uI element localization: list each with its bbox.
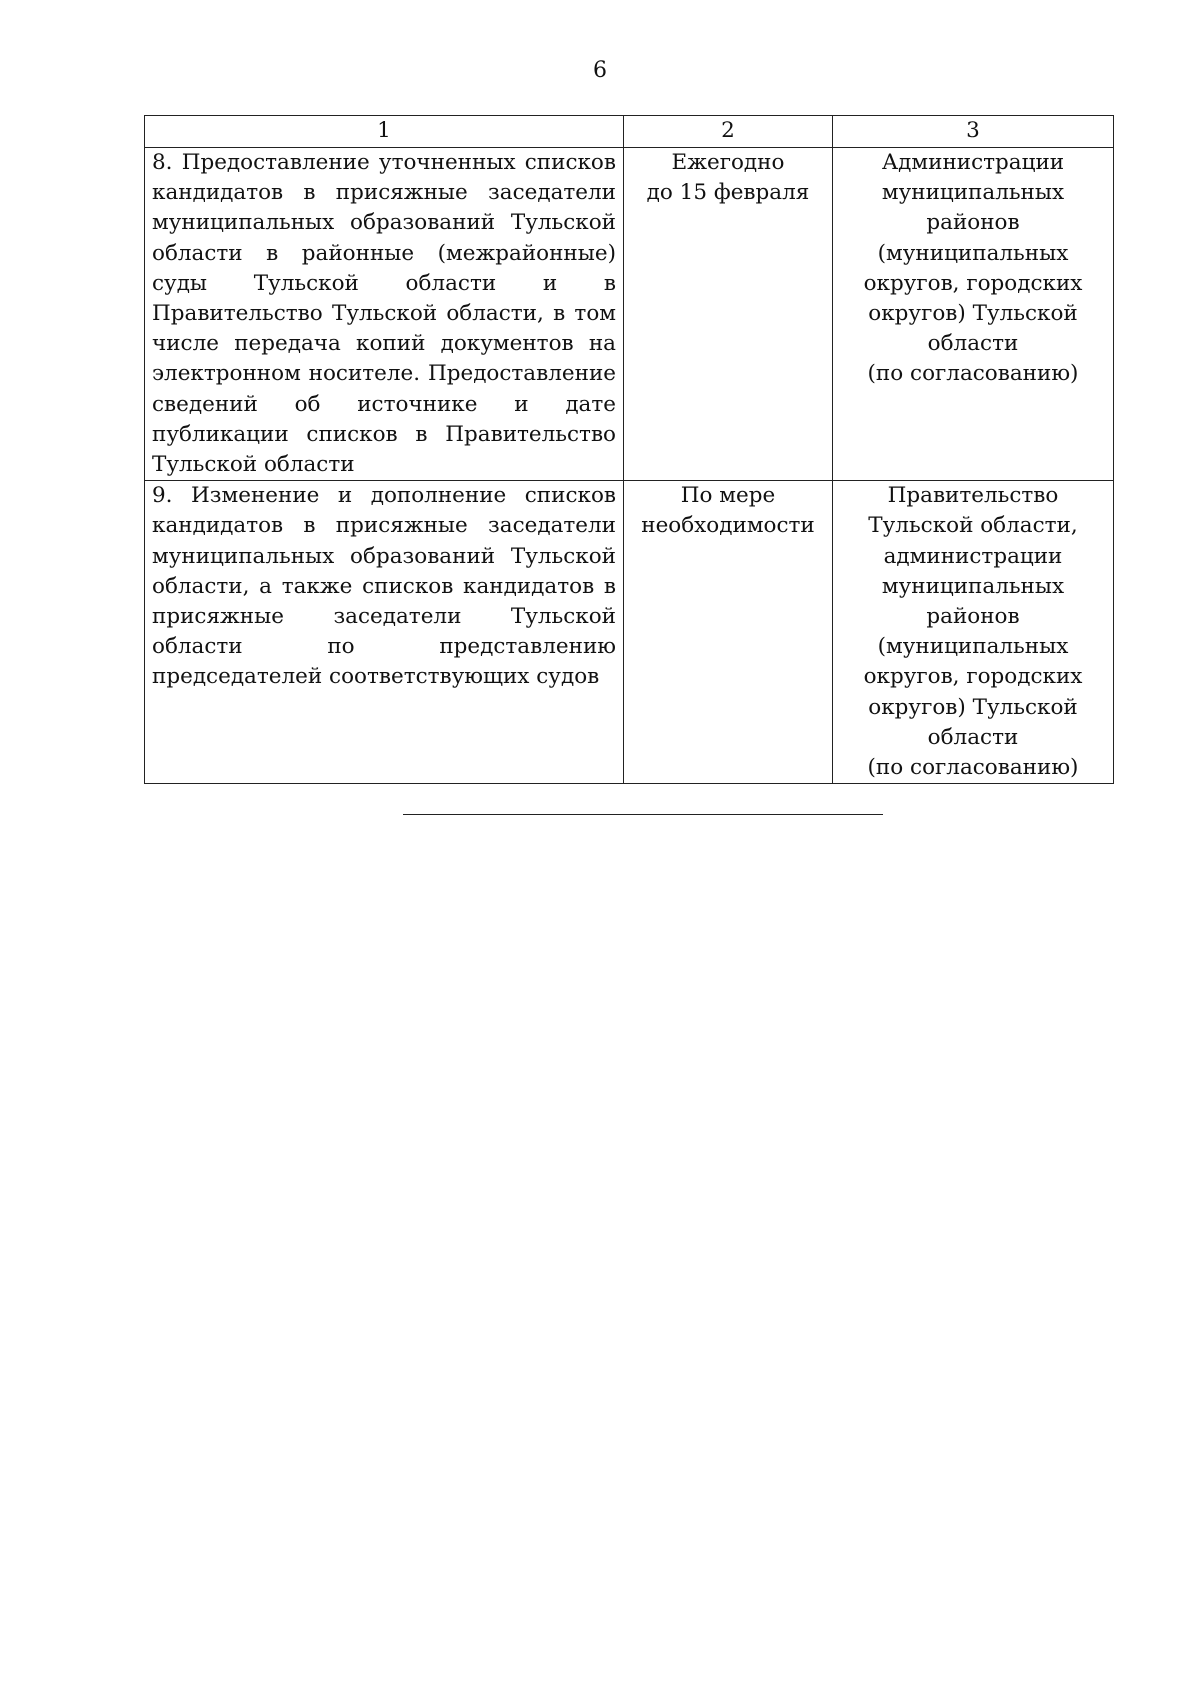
executor-line: администрации bbox=[883, 543, 1063, 569]
executor-line: области bbox=[927, 724, 1019, 750]
table-row bbox=[145, 481, 1114, 784]
executor-line: (по согласованию) bbox=[867, 361, 1079, 387]
executor-line: округов, городских bbox=[863, 270, 1083, 296]
table-row bbox=[145, 148, 1114, 481]
executor-line: Администрации bbox=[881, 150, 1065, 175]
task-cell: 8. Предоставление уточненных списков кандидатов в присяжные заседатели муниципальных образований Тульской области в районные (межрайонные) суды Тульской области и в Правительство Тульской области, в том числе передача копий документов на электронном носителе. Предоставление сведений об источнике и дате публикации списков в Правительство Тульской области bbox=[145, 148, 624, 481]
executor-line: округов, городских bbox=[863, 664, 1083, 690]
page-number: 6 bbox=[593, 58, 607, 83]
executor-line: округов) Тульской bbox=[868, 301, 1078, 327]
task-cell: 9. Изменение и дополнение списков кандидатов в присяжные заседатели муниципальных образований Тульской области, а также списков кандидатов в присяжные заседатели Тульской области по представлению председателей соответствующих судов bbox=[145, 481, 624, 784]
executor-line: районов bbox=[926, 210, 1020, 236]
executor-line: (по согласованию) bbox=[867, 755, 1079, 781]
deadline-cell bbox=[624, 148, 833, 481]
executor-line: муниципальных bbox=[881, 573, 1065, 599]
column-header-3: 3 bbox=[833, 116, 1114, 148]
executor-line: Тульской области, bbox=[868, 513, 1078, 539]
executor-cell bbox=[833, 148, 1114, 481]
executor-line: (муниципальных bbox=[877, 240, 1069, 266]
column-header-2: 2 bbox=[624, 116, 833, 148]
deadline-line: Ежегодно bbox=[671, 150, 785, 175]
executor-cell bbox=[833, 481, 1114, 784]
executor-line: Правительство bbox=[887, 483, 1059, 509]
end-of-document-line bbox=[403, 814, 883, 815]
executor-line: округов) Тульской bbox=[868, 694, 1078, 720]
deadline-cell bbox=[624, 481, 833, 784]
deadline-line: необходимости bbox=[641, 513, 815, 539]
deadline-line: По мере bbox=[680, 483, 776, 509]
schedule-table bbox=[144, 115, 1114, 784]
executor-line: районов bbox=[926, 604, 1020, 630]
column-header-1: 1 bbox=[145, 116, 624, 148]
table-header-row bbox=[145, 116, 1114, 148]
deadline-line: до 15 февраля bbox=[646, 180, 810, 206]
executor-line: области bbox=[927, 331, 1019, 357]
executor-line: (муниципальных bbox=[877, 634, 1069, 660]
executor-line: муниципальных bbox=[881, 180, 1065, 206]
